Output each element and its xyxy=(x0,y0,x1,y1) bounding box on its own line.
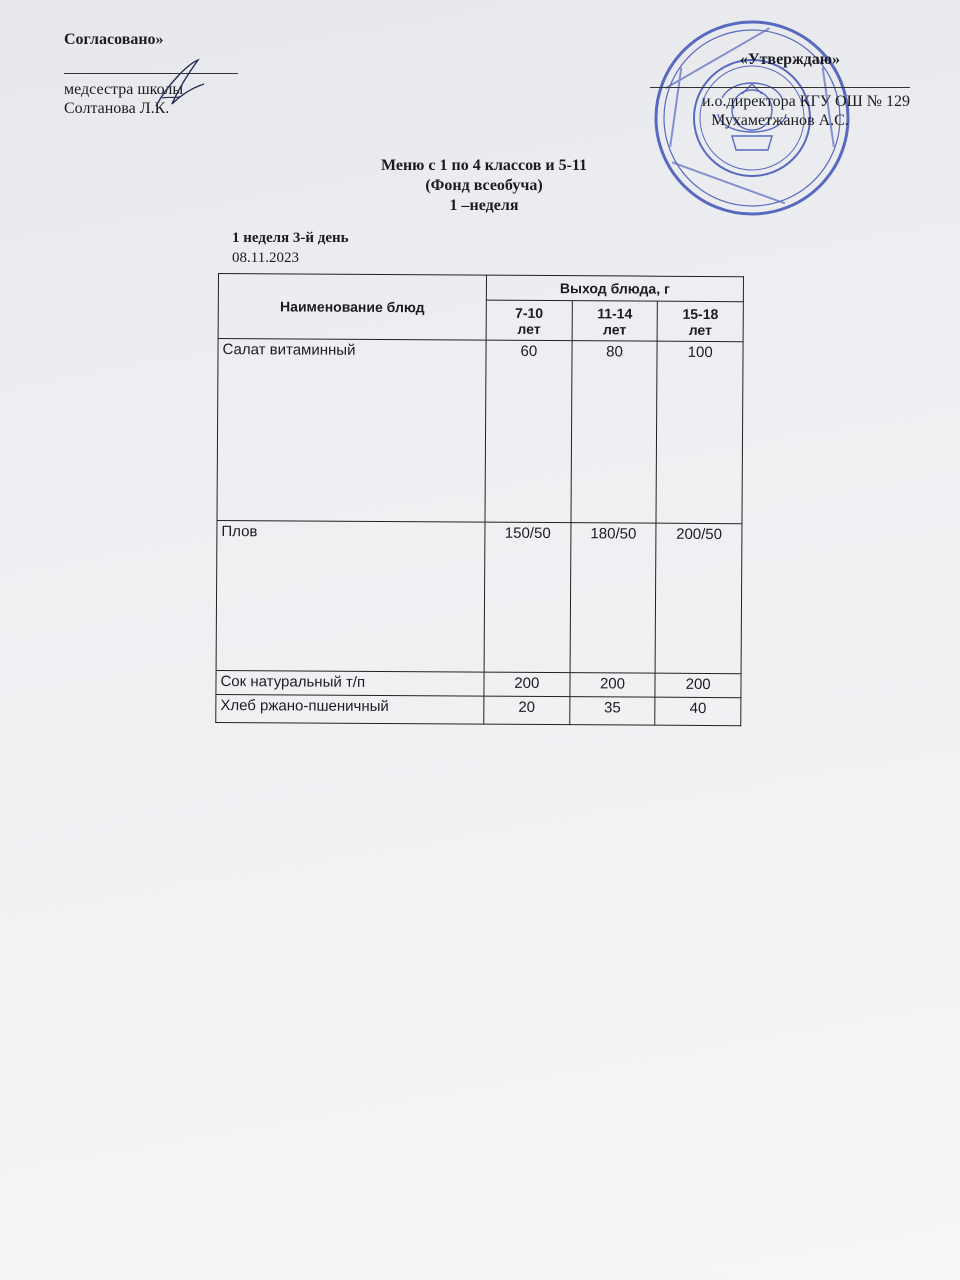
dish-output: 200 xyxy=(570,673,656,698)
dish-name: Сок натуральный т/п xyxy=(216,670,484,696)
header-output: Выход блюда, г xyxy=(486,275,743,302)
header-age-group xyxy=(486,300,572,341)
header-age-group xyxy=(572,301,658,342)
approval-left-name: Солтанова Л.К. xyxy=(64,100,170,117)
dish-output: 200 xyxy=(655,673,741,698)
title-line-1: Меню с 1 по 4 классов и 5-11 xyxy=(380,157,588,174)
dish-output: 20 xyxy=(484,696,570,725)
handwritten-signature xyxy=(148,54,208,114)
title-line-2: (Фонд всеобуча) xyxy=(425,177,543,194)
dish-output: 100 xyxy=(656,341,743,524)
signature-line-right xyxy=(650,69,910,88)
age-unit: лет xyxy=(688,321,712,338)
dish-output: 40 xyxy=(655,697,741,726)
title-line-3: 1 –неделя xyxy=(449,197,519,214)
dish-name: Плов xyxy=(216,520,485,672)
approval-right-name: Мухаметжанов А.С. xyxy=(711,112,849,129)
age-range: 7-10 xyxy=(515,304,544,321)
table-header-row xyxy=(218,274,743,302)
header-age-group xyxy=(657,301,743,342)
table-row xyxy=(216,520,742,673)
table-row xyxy=(217,339,743,524)
day-info xyxy=(232,228,349,268)
approval-right-heading: «Утверждаю» xyxy=(739,51,840,68)
dish-name: Салат витаминный xyxy=(217,339,486,523)
approval-right-position: и.о.директора КГУ ОШ № 129 xyxy=(701,93,910,110)
age-unit: лет xyxy=(517,320,541,337)
document-title xyxy=(0,156,960,216)
dish-output: 80 xyxy=(571,341,658,524)
approval-left-block xyxy=(64,30,238,118)
day-label: 1 неделя 3-й день xyxy=(232,230,349,246)
header-dish-name: Наименование блюд xyxy=(218,274,486,341)
dish-output: 200 xyxy=(484,672,570,697)
approval-right-block xyxy=(650,50,910,130)
age-range: 15-18 xyxy=(682,305,719,322)
dish-output: 35 xyxy=(569,697,655,726)
dish-output: 180/50 xyxy=(570,523,657,674)
approval-left-position: медсестра школы xyxy=(64,81,184,98)
table-row xyxy=(216,670,741,697)
age-unit: лет xyxy=(603,320,627,337)
dish-output: 200/50 xyxy=(655,523,742,674)
menu-table xyxy=(215,273,744,726)
table-row xyxy=(216,694,741,725)
dish-output: 60 xyxy=(485,340,572,523)
menu-date: 08.11.2023 xyxy=(232,250,299,266)
dish-output: 150/50 xyxy=(484,522,571,673)
age-range: 11-14 xyxy=(597,304,633,322)
dish-name: Хлеб ржано-пшеничный xyxy=(216,694,484,724)
approval-left-heading: Согласовано» xyxy=(64,31,164,48)
